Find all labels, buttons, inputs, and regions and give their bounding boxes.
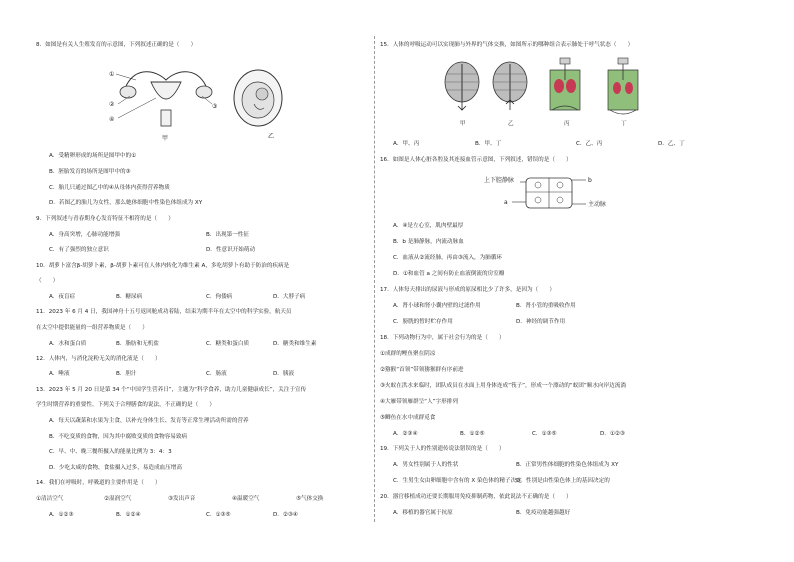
q16-label-svc: 上下腔静脉 [484, 177, 515, 184]
q16-label-b: b [588, 177, 592, 184]
q18-option-a[interactable]: A．②③④ [393, 431, 418, 437]
q11-option-c[interactable]: C．糖类和蛋白质 [206, 341, 250, 347]
q14-stem: 14．我们在呼吸时，呼吸道的主要作用是（ ） [36, 480, 161, 486]
q15-stem: 15．人体的呼吸运动可以实现肺与外界的气体交换，如图所示的哪种组合表示肺处于呼气状态（ ） [380, 42, 634, 48]
q15-option-d[interactable]: D．乙、丁 [658, 141, 685, 147]
q16-figure-heart [484, 170, 614, 214]
q18-item-3: ③火蚁在洪水来临时，团队成员在水面上用身体连成“筏子”，形成一个漂动的“蚁团”顺水向岸边流淌 [380, 383, 626, 389]
q9-option-b[interactable]: B．出现第一性征 [206, 232, 249, 238]
q12-stem: 12．人体内，与消化淀粉无关的消化液是（ ） [36, 356, 161, 362]
q11-option-b[interactable]: B．脂肪和无机盐 [116, 341, 159, 347]
q15-figure-bell-jar-bing [546, 56, 584, 118]
q10-option-b[interactable]: B．糖尿病 [116, 294, 143, 300]
q15-label-bing: 丙 [564, 121, 570, 127]
q11-option-a[interactable]: A．水和蛋白质 [49, 341, 87, 347]
q16-option-a[interactable]: A．④是左心室，肌肉壁最厚 [393, 223, 464, 229]
q19-option-b[interactable]: B．正常男性体细胞的性染色体组成为 XY [516, 462, 619, 468]
q13-option-c[interactable]: C．早、中、晚三餐所摄入的能量比例为 3：4：3 [49, 449, 172, 455]
q18-item-5: ⑤鲫鱼在水中成群觅食 [380, 415, 436, 421]
q13-option-d[interactable]: D．少吃太咸的食物，食盐摄入过多，易造成血压增高 [49, 465, 182, 471]
q15-figure-ribcage-jia [442, 60, 482, 118]
q20-option-a[interactable]: A．移植的器官属于抗原 [393, 510, 453, 516]
q14-item-1: ①清洁空气 [36, 496, 64, 502]
q11-stem: 11．2023 年 6 月 4 日，我国神舟十五号返回舱成功着陆，结束为期半年在太空中的科学实验，航天员 [36, 309, 292, 315]
q15-label-jia: 甲 [460, 121, 466, 127]
q8-mark-4: ④ [109, 116, 115, 123]
q14-option-b[interactable]: B．①②④ [116, 512, 141, 518]
q8-label-yi: 乙 [268, 133, 275, 140]
q8-option-d[interactable]: D．若图乙的胎儿为女性，那么她体细胞中性染色体组成为 XY [49, 200, 203, 206]
q8-option-a[interactable]: A．受精卵形成的场所是图甲中的① [49, 153, 137, 159]
q13-stem: 13．2023 年 5 月 20 日是第 34 个“中国学生营养日”，主题为“科学食养，助力儿童健康成长”，关注于宣传 [36, 387, 307, 393]
q14-item-2: ②湿润空气 [104, 496, 132, 502]
q15-label-yi: 乙 [508, 121, 514, 127]
q15-figure-bell-jar-ding [604, 56, 642, 118]
q14-option-c[interactable]: C．①③⑤ [206, 512, 231, 518]
q17-option-b[interactable]: B．肾小管的重吸收作用 [516, 303, 576, 309]
q17-option-d[interactable]: D．神经的调节作用 [516, 319, 566, 325]
q9-stem: 9．下列叙述与青春期身心发育特征不相符的是（ ） [36, 216, 174, 222]
left-column [0, 0, 376, 562]
q18-option-d[interactable]: D．①②③ [600, 431, 625, 437]
q13-option-a[interactable]: A．每天以蔬菜和水果为主食，以补充身体生长、发育等正常生理活动所需的营养 [49, 418, 249, 424]
q18-option-b[interactable]: B．①②⑤ [460, 431, 485, 437]
right-column [378, 0, 794, 562]
q15-label-ding: 丁 [621, 121, 627, 127]
q16-stem: 16．如图是人体心脏各腔及其连接血管示意图，下列叙述，错误的是（ ） [380, 157, 572, 163]
q20-stem: 20．器官移植成功还要长期服用免疫抑制药物，依此说法不正确的是（ ） [380, 494, 572, 500]
q8-figure-jia [106, 56, 226, 142]
q15-figure-ribcage-yi [490, 60, 530, 118]
q20-option-b[interactable]: B．免疫功能越强越好 [516, 510, 571, 516]
q18-stem: 18．下列动物行为中，属于社会行为的是（ ） [380, 335, 505, 341]
q15-option-c[interactable]: C．乙、丙 [576, 141, 603, 147]
q12-option-b[interactable]: B．胆汁 [116, 371, 137, 377]
q10-stem-cont: （ ） [36, 278, 59, 284]
q19-option-d[interactable]: D．性别是由性染色体上的基因决定的 [516, 478, 610, 484]
q8-label-jia: 甲 [162, 135, 169, 142]
q19-option-a[interactable]: A．男女性别属于人的性状 [393, 462, 459, 468]
q18-item-1: ①成群的鲤鱼聚在阴凉 [380, 351, 436, 357]
q16-label-a: a [504, 199, 508, 206]
q10-option-c[interactable]: C．佝偻病 [206, 294, 233, 300]
q8-stem: 8．如图是有关人生殖发育的示意图，下列叙述正确的是（ ） [36, 42, 197, 48]
q12-option-c[interactable]: C．肠液 [206, 371, 227, 377]
q14-item-5: ⑤气体交换 [296, 496, 324, 502]
q18-item-4: ④大雁带领雁群呈“人”字形排列 [380, 399, 458, 405]
q14-item-3: ③发出声音 [168, 496, 196, 502]
column-divider [374, 36, 375, 522]
q17-option-a[interactable]: A．肾小球和肾小囊内壁的过滤作用 [393, 303, 481, 309]
q10-option-d[interactable]: D．大脖子病 [273, 294, 306, 300]
q16-option-c[interactable]: C．血液从②流经肺，再由③流入，为肺循环 [393, 255, 503, 261]
q13-stem-cont: 学生时期营养的重要性。下列关于合理膳食的说法，不正确的是（ ） [36, 402, 216, 408]
q19-stem: 19．下列关于人的性别遗传说法错误的是（ ） [380, 446, 505, 452]
q14-item-4: ④温暖空气 [232, 496, 260, 502]
q11-option-d[interactable]: D．糖类和维生素 [273, 341, 317, 347]
q18-item-2: ②猕猴“首领”带领猕猴群有序前进 [380, 367, 464, 373]
q12-option-d[interactable]: D．胰液 [273, 371, 295, 377]
q18-option-c[interactable]: C．①③⑤ [532, 431, 557, 437]
q9-option-a[interactable]: A．身高突增，心肺功能增强 [49, 232, 120, 238]
q8-option-c[interactable]: C．胎儿只通过图乙中的④从母体内获得营养物质 [49, 185, 170, 191]
q10-stem: 10．胡萝卜富含β-胡萝卜素，β-胡萝卜素可在人体内转化为维生素 A，多吃胡萝卜有助于防治的疾病是 [36, 263, 290, 269]
q13-option-b[interactable]: B．不吃变质的食物，因为其中腐败变质的食物容易致病 [49, 434, 188, 440]
q17-option-c[interactable]: C．膀胱的暂时贮存作用 [393, 319, 453, 325]
q8-figure-yi [228, 64, 292, 144]
q8-option-b[interactable]: B．胚胎发育的场所是图甲中的③ [49, 169, 131, 175]
q8-mark-3: ③ [212, 103, 218, 110]
q11-stem-cont: 在太空中提供能量的一组营养物质是（ ） [36, 325, 148, 331]
q14-option-a[interactable]: A．①②③ [49, 512, 74, 518]
q19-option-c[interactable]: C．生男生女由卵细胞中含有的 X 染色体的精子决定 [393, 478, 522, 484]
q9-option-d[interactable]: D．性意识开始萌动 [206, 247, 256, 253]
q9-option-c[interactable]: C．有了强烈的独立意识 [49, 247, 109, 253]
q10-option-a[interactable]: A．夜盲症 [49, 294, 76, 300]
q12-option-a[interactable]: A．唾液 [49, 371, 70, 377]
q8-mark-1: ① [109, 71, 115, 78]
q14-option-d[interactable]: D．②③④ [273, 512, 298, 518]
q17-stem: 17．人体每天排出的尿液与形成的原尿相比少了许多，是因为（ ） [380, 287, 555, 293]
q8-mark-2: ② [109, 101, 115, 108]
q16-label-aorta: 主动脉 [588, 201, 607, 208]
q15-option-a[interactable]: A．甲、丙 [393, 141, 420, 147]
q16-option-b[interactable]: B．b 是肺静脉，内流动脉血 [393, 239, 464, 245]
q15-option-b[interactable]: B．甲、丁 [475, 141, 502, 147]
q16-option-d[interactable]: D．①和血管 a 之间有防止血液倒流的房室瓣 [393, 271, 505, 277]
